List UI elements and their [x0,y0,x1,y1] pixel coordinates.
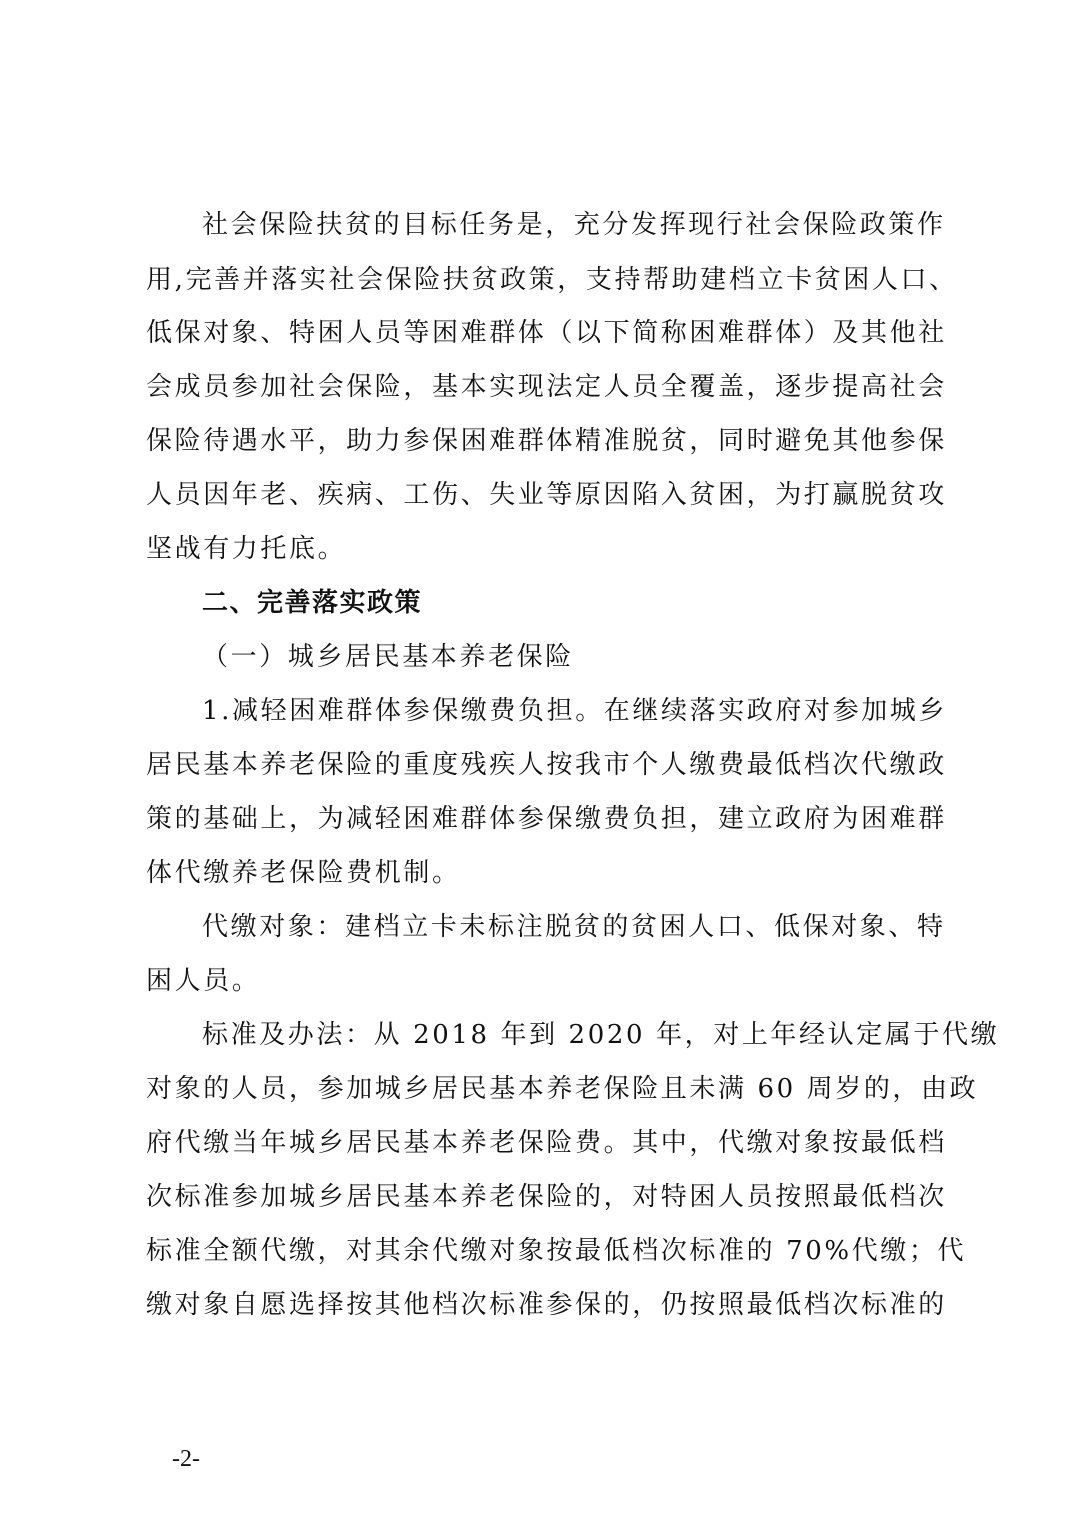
paragraph-4-line-5: 标准全额代缴，对其余代缴对象按最低档次标准的 70%代缴；代 [146,1236,967,1266]
paragraph-1-line-3: 低保对象、特困人员等困难群体（以下简称困难群体）及其他社 [146,318,947,348]
subsection-heading: （一）城乡居民基本养老保险 [202,642,574,672]
paragraph-2-line-2: 居民基本养老保险的重度残疾人按我市个人缴费最低档次代缴政 [146,750,947,780]
paragraph-1-line-1: 社会保险扶贫的目标任务是，充分发挥现行社会保险政策作 [202,210,946,240]
paragraph-3-line-1: 代缴对象：建档立卡未标注脱贫的贫困人口、低保对象、特 [202,912,946,942]
paragraph-4-line-1: 标准及办法：从 2018 年到 2020 年，对上年经认定属于代缴 [202,1020,1000,1050]
paragraph-2-line-1: 1.减轻困难群体参保缴费负担。在继续落实政府对参加城乡 [202,696,948,726]
paragraph-4-line-2: 对象的人员，参加城乡居民基本养老保险且未满 60 周岁的，由政 [146,1074,979,1104]
paragraph-4-line-6: 缴对象自愿选择按其他档次标准参保的，仍按照最低档次标准的 [146,1290,947,1320]
paragraph-1-line-4: 会成员参加社会保险，基本实现法定人员全覆盖，逐步提高社会 [146,372,947,402]
page-number: -2- [172,1446,200,1472]
paragraph-1-line-5: 保险待遇水平，助力参保困难群体精准脱贫，同时避免其他参保 [146,426,947,456]
paragraph-3-line-2: 困人员。 [146,966,261,996]
paragraph-1-line-6: 人员因年老、疾病、工伤、失业等原因陷入贫困，为打赢脱贫攻 [146,480,947,510]
section-heading: 二、完善落实政策 [202,588,423,618]
paragraph-2-line-4: 体代缴养老保险费机制。 [146,858,461,888]
paragraph-1-line-7: 坚战有力托底。 [146,534,347,564]
paragraph-2-line-3: 策的基础上，为减轻困难群体参保缴费负担，建立政府为困难群 [146,804,947,834]
paragraph-4-line-4: 次标准参加城乡居民基本养老保险的，对特困人员按照最低档次 [146,1182,947,1212]
paragraph-1-line-2: 用,完善并落实社会保险扶贫政策，支持帮助建档立卡贫困人口、 [146,265,958,295]
paragraph-4-line-3: 府代缴当年城乡居民基本养老保险费。其中，代缴对象按最低档 [146,1128,947,1158]
